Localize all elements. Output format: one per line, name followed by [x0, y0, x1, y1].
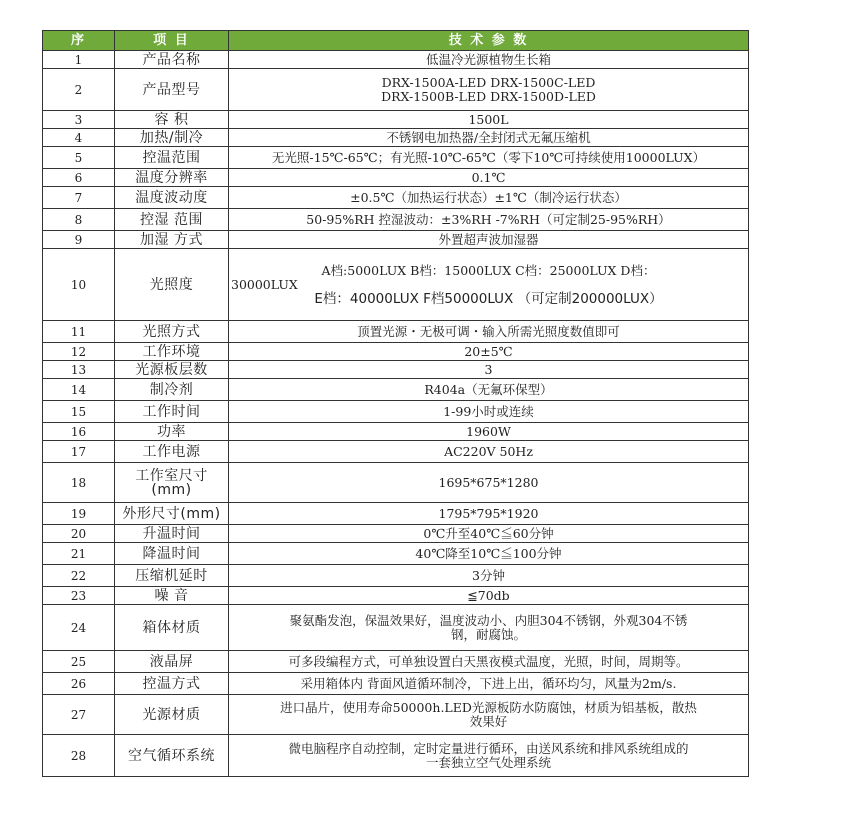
table-row [43, 51, 749, 69]
row-spec-value [229, 565, 749, 587]
row-spec-value [229, 249, 749, 321]
row-item-name: 液晶屏 [115, 651, 229, 673]
spec-line: ≦70db [467, 587, 510, 603]
row-item-name: 光源材质 [115, 695, 229, 735]
row-number: 26 [43, 673, 115, 695]
row-spec-value [229, 441, 749, 463]
table-row [43, 463, 749, 503]
spec-line: 50-95%RH 控湿波动：±3%RH -7%RH（可定制25-95%RH） [306, 211, 671, 227]
table-row [43, 249, 749, 321]
row-item-name: 产品名称 [115, 51, 229, 69]
row-item-name: 噪 音 [115, 587, 229, 605]
row-number: 20 [43, 525, 115, 543]
spec-line: 效果好 [469, 713, 508, 729]
row-number: 25 [43, 651, 115, 673]
table-header-row [43, 31, 749, 51]
table-row [43, 169, 749, 187]
spec-line: 顶置光源・无极可调・输入所需光照度数值即可 [357, 323, 620, 339]
row-item-name: 制冷剂 [115, 379, 229, 401]
table-row [43, 605, 749, 651]
row-number: 24 [43, 605, 115, 651]
row-spec-value [229, 463, 749, 503]
spec-line: 0℃升至40℃≦60分钟 [423, 525, 554, 541]
spec-line: 30000LUX [231, 276, 298, 292]
spec-line: 微电脑程序自动控制，定时定量进行循环，由送风系统和排风系统组成的 [288, 740, 689, 756]
row-number: 14 [43, 379, 115, 401]
row-number: 21 [43, 543, 115, 565]
row-spec-value [229, 673, 749, 695]
row-number: 10 [43, 249, 115, 321]
row-item-name: 光照方式 [115, 321, 229, 343]
row-item-name: 控温范围 [115, 147, 229, 169]
table-row [43, 361, 749, 379]
row-number: 16 [43, 423, 115, 441]
table-row [43, 543, 749, 565]
spec-line: AC220V 50Hz [444, 443, 533, 459]
spec-line: 聚氨酯发泡，保温效果好，温度波动小、内胆304不锈钢，外观304不锈 [289, 612, 688, 628]
row-spec-value [229, 361, 749, 379]
table-row [43, 231, 749, 249]
spec-line: 无光照-15℃-65℃；有光照-10℃-65℃（零下10℃可持续使用10000LUX） [271, 149, 706, 165]
spec-line: DRX-1500A-LED DRX-1500C-LED [381, 74, 596, 90]
header-spec: 技 术 参 数 [229, 31, 749, 51]
row-number: 13 [43, 361, 115, 379]
row-item-name: 控湿 范围 [115, 209, 229, 231]
spec-line: 3分钟 [472, 567, 505, 583]
row-item-name: 加湿 方式 [115, 231, 229, 249]
row-spec-value [229, 343, 749, 361]
row-spec-value [229, 695, 749, 735]
spec-line: 低温冷光源植物生长箱 [425, 51, 551, 67]
row-spec-value [229, 423, 749, 441]
header-no: 序 [43, 31, 115, 51]
table-row [43, 111, 749, 129]
row-spec-value [229, 503, 749, 525]
row-item-name: 加热/制冷 [115, 129, 229, 147]
row-item-name: 工作电源 [115, 441, 229, 463]
spec-line: 3 [484, 361, 493, 377]
row-spec-value [229, 209, 749, 231]
table-row [43, 129, 749, 147]
spec-line: 外置超声波加湿器 [438, 231, 539, 247]
row-spec-value [229, 401, 749, 423]
spec-line: A档:5000LUX B档：15000LUX C档：25000LUX D档： [321, 262, 656, 278]
spec-line: E档：40000LUX F档50000LUX （可定制200000LUX） [314, 290, 663, 307]
row-number: 9 [43, 231, 115, 249]
row-number: 15 [43, 401, 115, 423]
spec-table [42, 30, 749, 777]
row-spec-value [229, 111, 749, 129]
table-row [43, 321, 749, 343]
row-item-name: 工作时间 [115, 401, 229, 423]
spec-line: DRX-1500B-LED DRX-1500D-LED [381, 88, 596, 104]
row-item-name: 温度波动度 [115, 187, 229, 209]
row-spec-value [229, 651, 749, 673]
spec-line: 0.1℃ [471, 169, 506, 185]
row-number: 18 [43, 463, 115, 503]
row-spec-value [229, 187, 749, 209]
table-row [43, 401, 749, 423]
table-row [43, 525, 749, 543]
row-number: 23 [43, 587, 115, 605]
spec-line: 可多段编程方式，可单独设置白天黑夜模式温度，光照，时间，周期等。 [288, 653, 689, 669]
row-item-name: 功率 [115, 423, 229, 441]
row-spec-value [229, 735, 749, 777]
row-number: 5 [43, 147, 115, 169]
row-number: 1 [43, 51, 115, 69]
row-item-name: 空气循环系统 [115, 735, 229, 777]
row-item-name: 产品型号 [115, 69, 229, 111]
row-item-name: 光源板层数 [115, 361, 229, 379]
row-item-name: 温度分辨率 [115, 169, 229, 187]
row-number: 2 [43, 69, 115, 111]
spec-line: 1795*795*1920 [438, 505, 539, 521]
spec-line: 钢，耐腐蚀。 [450, 626, 526, 642]
row-number: 17 [43, 441, 115, 463]
spec-line: 进口晶片，使用寿命50000h.LED光源板防水防腐蚀，材质为铝基板，散热 [280, 699, 697, 715]
table-row [43, 379, 749, 401]
spec-line: R404a（无氟环保型） [424, 381, 553, 397]
row-number: 8 [43, 209, 115, 231]
row-number: 12 [43, 343, 115, 361]
row-spec-value [229, 587, 749, 605]
row-number: 22 [43, 565, 115, 587]
row-number: 11 [43, 321, 115, 343]
spec-line: 1695*675*1280 [438, 474, 539, 490]
row-number: 4 [43, 129, 115, 147]
table-row [43, 343, 749, 361]
spec-line: ±0.5℃（加热运行状态）±1℃（制冷运行状态） [350, 189, 627, 205]
row-spec-value [229, 169, 749, 187]
spec-line: 不锈钢电加热器/全封闭式无氟压缩机 [386, 129, 591, 145]
row-item-name: 光照度 [115, 249, 229, 321]
row-spec-value [229, 321, 749, 343]
row-spec-value [229, 51, 749, 69]
table-row [43, 503, 749, 525]
row-item-name: 工作环境 [115, 343, 229, 361]
row-item-name: 控温方式 [115, 673, 229, 695]
table-row [43, 441, 749, 463]
table-row [43, 673, 749, 695]
table-row [43, 735, 749, 777]
spec-line: 1960W [466, 423, 511, 439]
row-item-name: 容 积 [115, 111, 229, 129]
table-row [43, 147, 749, 169]
row-item-name: 压缩机延时 [115, 565, 229, 587]
row-item-name: 箱体材质 [115, 605, 229, 651]
row-item-name: 外形尺寸(mm) [115, 503, 229, 525]
row-spec-value [229, 379, 749, 401]
row-number: 27 [43, 695, 115, 735]
row-spec-value [229, 231, 749, 249]
row-item-name: 升温时间 [115, 525, 229, 543]
spec-line: 一套独立空气处理系统 [425, 754, 551, 770]
spec-line: 1500L [468, 111, 509, 127]
row-spec-value [229, 129, 749, 147]
row-item-name: 工作室尺寸 (mm) [115, 463, 229, 503]
spec-line: 采用箱体内 背面风道循环制冷，下进上出，循环均匀，风量为2m/s. [300, 675, 677, 691]
row-item-name: 降温时间 [115, 543, 229, 565]
table-row [43, 651, 749, 673]
table-row [43, 423, 749, 441]
header-item: 项 目 [115, 31, 229, 51]
row-number: 6 [43, 169, 115, 187]
spec-line: 40℃降至10℃≦100分钟 [415, 545, 562, 561]
row-spec-value [229, 543, 749, 565]
table-row [43, 565, 749, 587]
table-row [43, 69, 749, 111]
row-spec-value [229, 525, 749, 543]
row-number: 28 [43, 735, 115, 777]
table-row [43, 695, 749, 735]
table-row [43, 209, 749, 231]
table-row [43, 187, 749, 209]
table-row [43, 587, 749, 605]
spec-line: 20±5℃ [464, 343, 513, 359]
spec-line: 1-99小时或连续 [443, 403, 534, 419]
row-number: 3 [43, 111, 115, 129]
row-number: 19 [43, 503, 115, 525]
row-number: 7 [43, 187, 115, 209]
row-spec-value [229, 147, 749, 169]
row-spec-value [229, 69, 749, 111]
row-spec-value [229, 605, 749, 651]
